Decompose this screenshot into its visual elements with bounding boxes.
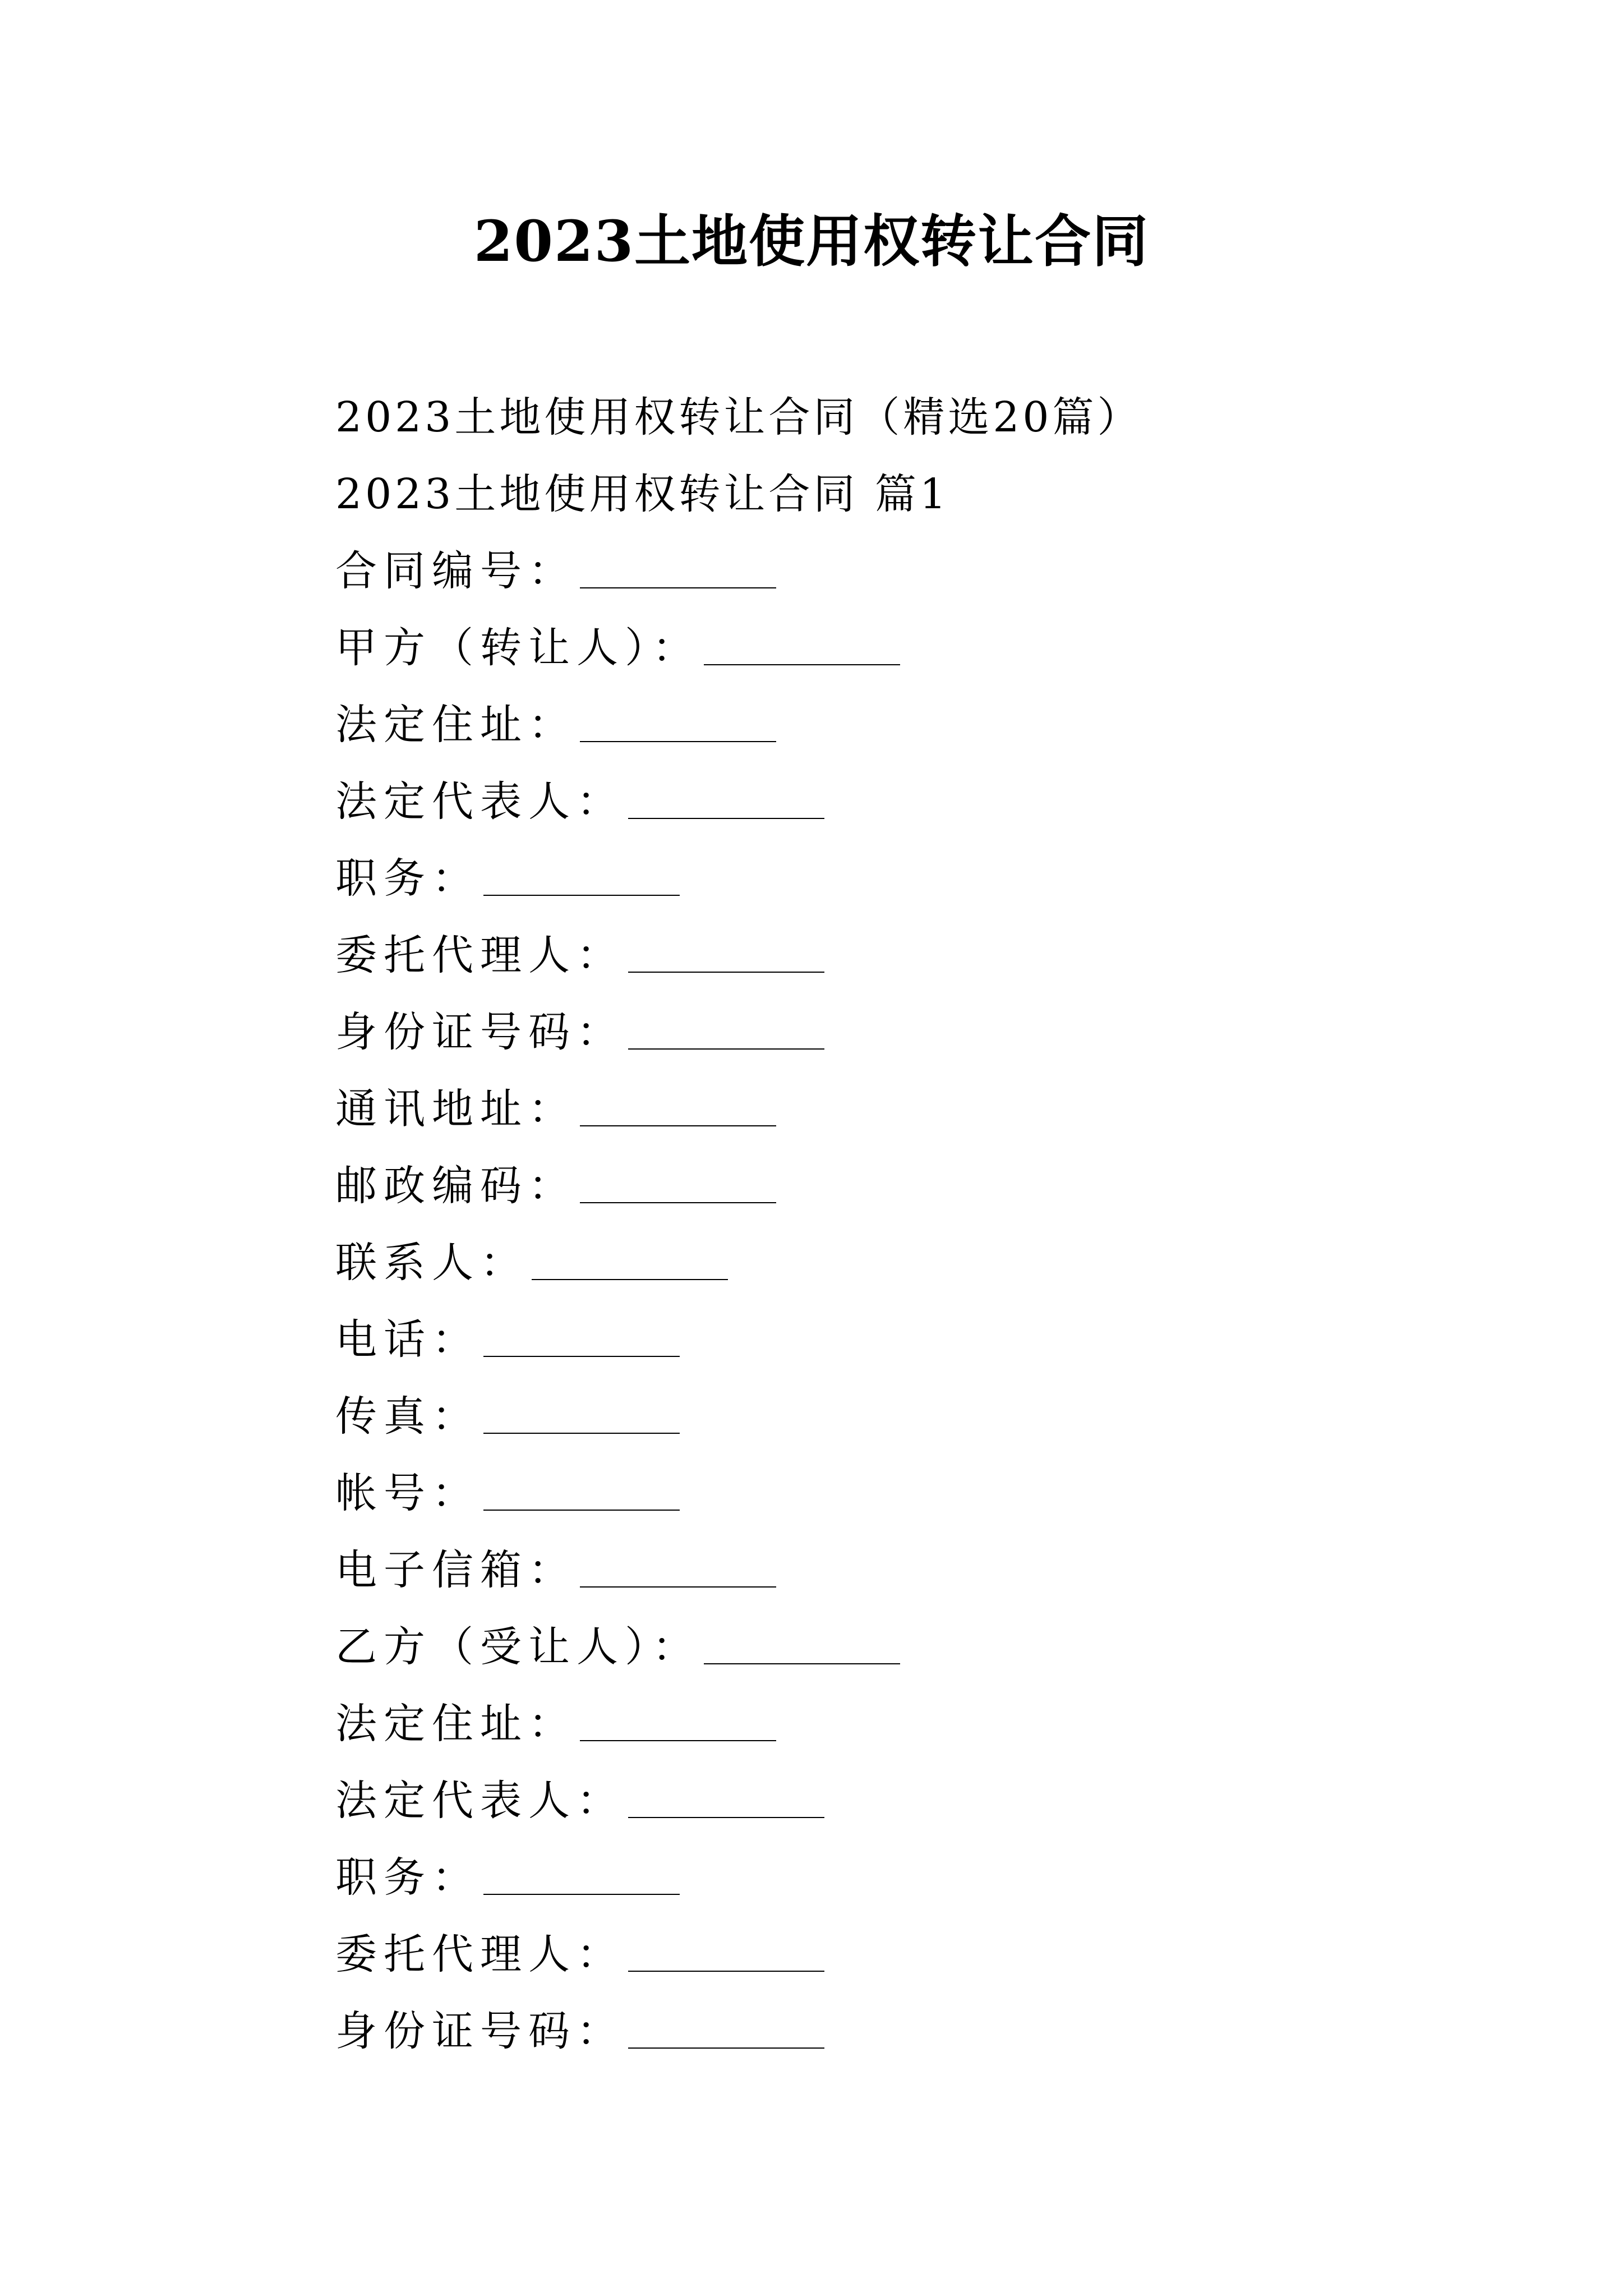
field-party-b-legal-rep — [335, 1763, 1513, 1839]
field-party-a-phone — [335, 1301, 1513, 1378]
field-label: 通讯地址： — [335, 1085, 577, 1133]
fill-in-blank — [580, 587, 776, 588]
field-label: 法定代表人： — [335, 777, 625, 826]
fill-in-blank — [580, 1202, 776, 1203]
field-label: 委托代理人： — [335, 931, 625, 979]
field-label: 委托代理人： — [335, 1930, 625, 1978]
field-party-a-id-number — [335, 994, 1513, 1071]
field-party-a-contact — [335, 1225, 1513, 1301]
fill-in-blank — [483, 1510, 680, 1511]
fill-in-blank — [628, 818, 824, 819]
fill-in-blank — [580, 1125, 776, 1126]
field-party-b-position — [335, 1839, 1513, 1916]
field-party-a-email — [335, 1532, 1513, 1609]
field-label: 邮政编码： — [335, 1162, 577, 1210]
document-subtitle: 2023土地使用权转让合同（精选20篇） — [335, 393, 1142, 441]
fill-in-blank — [704, 664, 900, 665]
fill-in-blank — [704, 1663, 900, 1664]
field-party-b — [335, 1609, 1513, 1686]
field-party-a-legal-rep — [335, 763, 1513, 840]
fill-in-blank — [483, 1433, 680, 1434]
fill-in-blank — [532, 1279, 728, 1280]
section-heading: 2023土地使用权转让合同 篇1 — [335, 470, 949, 518]
field-label: 法定住址： — [335, 701, 577, 749]
field-label: 法定代表人： — [335, 1777, 625, 1825]
field-label: 职务： — [335, 1853, 480, 1902]
field-party-b-id-number — [335, 1993, 1513, 2070]
field-label: 联系人： — [335, 1239, 528, 1287]
fill-in-blank — [628, 1048, 824, 1050]
fill-in-blank — [483, 1894, 680, 1895]
field-party-a-address — [335, 687, 1513, 763]
field-label: 合同编号： — [335, 547, 577, 595]
document-body — [335, 379, 1513, 2070]
field-label: 乙方（受让人）： — [335, 1623, 700, 1671]
fill-in-blank — [580, 741, 776, 742]
field-party-a — [335, 610, 1513, 687]
field-party-b-agent — [335, 1916, 1513, 1993]
field-label: 甲方（转让人）： — [335, 624, 700, 672]
field-party-a-mailing-address — [335, 1071, 1513, 1148]
field-party-a-agent — [335, 917, 1513, 994]
field-label: 帐号： — [335, 1469, 480, 1517]
field-label: 传真： — [335, 1392, 480, 1441]
field-party-b-address — [335, 1686, 1513, 1763]
field-party-a-postal-code — [335, 1148, 1513, 1225]
fill-in-blank — [628, 1971, 824, 1972]
fill-in-blank — [483, 1356, 680, 1357]
field-party-a-account — [335, 1455, 1513, 1532]
fill-in-blank — [628, 972, 824, 973]
document-title: 2023土地使用权转让合同 — [473, 208, 1150, 274]
fill-in-blank — [483, 895, 680, 896]
field-contract-number — [335, 533, 1513, 610]
field-label: 身份证号码： — [335, 1008, 625, 1056]
fill-in-blank — [628, 1817, 824, 1818]
field-label: 电话： — [335, 1315, 480, 1364]
field-label: 法定住址： — [335, 1700, 577, 1748]
field-party-a-fax — [335, 1378, 1513, 1455]
fill-in-blank — [580, 1586, 776, 1588]
fill-in-blank — [580, 1740, 776, 1741]
field-party-a-position — [335, 840, 1513, 917]
field-label: 身份证号码： — [335, 2007, 625, 2055]
field-label: 电子信箱： — [335, 1546, 577, 1594]
fill-in-blank — [628, 2047, 824, 2049]
field-label: 职务： — [335, 854, 480, 903]
